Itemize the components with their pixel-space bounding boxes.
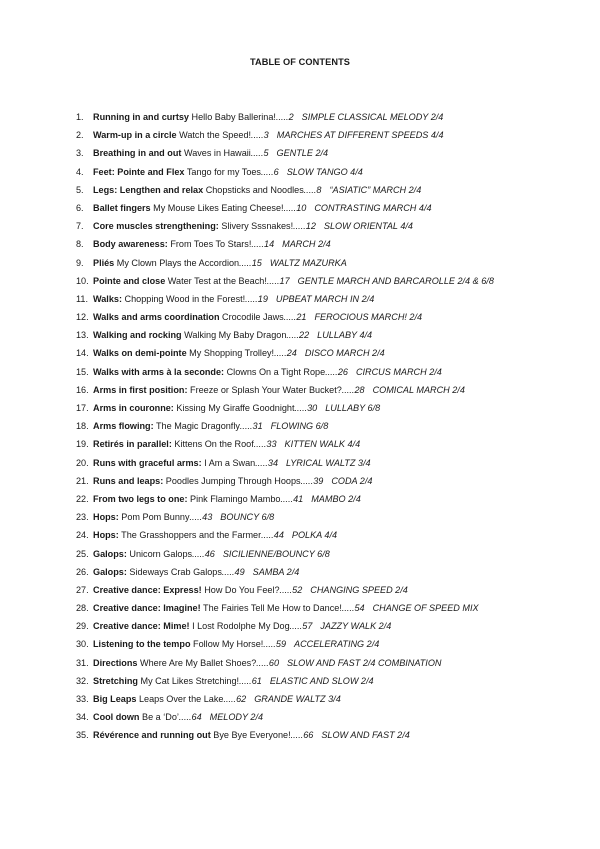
- entry-number: 29.: [76, 621, 89, 632]
- entry-heading: Breathing in and out: [93, 148, 182, 159]
- entry-page-number: .....54: [341, 603, 365, 614]
- entry-number: 26.: [76, 566, 89, 577]
- entry-page-number: .....14: [251, 239, 275, 250]
- entry-number: 10.: [76, 275, 89, 286]
- entry-number: 5.: [76, 184, 84, 195]
- entry-heading: Pointe and close: [93, 275, 166, 286]
- entry-music-style: GENTLE 2/4: [276, 148, 329, 159]
- entry-music-style: POLKA 4/4: [291, 530, 338, 541]
- toc-entry: [76, 475, 586, 493]
- entry-music-style: SICILIENNE/BOUNCY 6/8: [222, 548, 330, 559]
- toc-entry: [76, 111, 586, 129]
- entry-page-number: .....57: [289, 621, 313, 632]
- entry-heading: Walks and arms coordination: [93, 312, 220, 323]
- entry-page-number: .....44: [261, 530, 284, 541]
- entry-number: 16.: [76, 384, 89, 395]
- entry-song-title: Hello Baby Ballerina!: [191, 112, 276, 122]
- entry-heading: Arms flowing:: [93, 421, 154, 432]
- entry-heading: Walking and rocking: [93, 330, 182, 341]
- entry-number: 30.: [76, 639, 89, 650]
- toc-entry: [76, 602, 586, 620]
- toc-entry: [76, 238, 586, 256]
- entry-page-number: .....8: [303, 184, 322, 195]
- entry-number: 34.: [76, 712, 89, 723]
- entry-song-title: Kittens On the Roof: [174, 439, 254, 450]
- entry-song-title: Leaps Over the Lake: [139, 694, 224, 704]
- entry-heading: Hops:: [93, 512, 119, 523]
- entry-song-title: The Fairies Tell Me How to Dance!: [203, 603, 342, 614]
- entry-song-title: Crocodile Jaws: [222, 312, 284, 323]
- toc-entry: [76, 166, 586, 184]
- toc-entry: [76, 257, 586, 275]
- entry-number: 31.: [76, 657, 89, 668]
- entry-number: 27.: [76, 584, 89, 595]
- entry-page-number: .....21: [283, 312, 307, 323]
- entry-heading: Arms in first position:: [93, 384, 188, 395]
- entry-music-style: SLOW AND FAST 2/4 COMBINATION: [287, 657, 442, 668]
- entry-number: 1.: [76, 112, 84, 122]
- entry-song-title: Where Are My Ballet Shoes?: [140, 657, 257, 668]
- entry-music-style: SIMPLE CLASSICAL MELODY 2/4: [301, 112, 444, 122]
- entry-music-style: FEROCIOUS MARCH! 2/4: [314, 312, 423, 323]
- entry-song-title: Water Test at the Beach!: [167, 275, 267, 286]
- entry-page-number: .....31: [239, 421, 263, 432]
- toc-entry: [76, 566, 586, 584]
- toc-entry: [76, 366, 586, 384]
- entry-song-title: From Toes To Stars!: [170, 239, 252, 250]
- entry-number: 8.: [76, 239, 84, 250]
- toc-entry: [76, 438, 586, 456]
- entry-music-style: GRANDE WALTZ 3/4: [254, 694, 341, 704]
- toc-entry: [76, 275, 586, 293]
- entry-song-title: Be a ‘Do’: [142, 712, 179, 723]
- entry-page-number: .....34: [255, 457, 278, 468]
- entry-music-style: SLOW ORIENTAL 4/4: [323, 221, 413, 232]
- entry-page-number: .....19: [245, 293, 268, 304]
- entry-number: 21.: [76, 475, 89, 486]
- entry-song-title: Waves in Hawaii: [183, 148, 251, 159]
- entry-music-style: CHANGING SPEED 2/4: [310, 584, 408, 595]
- entry-music-style: SLOW AND FAST 2/4: [321, 730, 410, 741]
- entry-number: 19.: [76, 439, 89, 450]
- entry-number: 32.: [76, 675, 89, 686]
- entry-song-title: Unicorn Galops: [129, 548, 193, 559]
- entry-music-style: CODA 2/4: [331, 475, 373, 486]
- toc-entry: [76, 420, 586, 438]
- toc-entry: [76, 548, 586, 566]
- entry-number: 20.: [76, 457, 89, 468]
- entry-music-style: CIRCUS MARCH 2/4: [355, 366, 442, 377]
- entry-song-title: The Magic Dragonfly: [156, 421, 240, 432]
- entry-page-number: .....3: [251, 130, 269, 141]
- toc-entry: [76, 184, 586, 202]
- entry-heading: Legs: Lengthen and relax: [93, 184, 204, 195]
- entry-song-title: Slivery Sssnakes!: [221, 221, 294, 232]
- entry-heading: Révérence and running out: [93, 730, 211, 741]
- entry-heading: From two legs to one:: [93, 493, 188, 504]
- entry-page-number: .....60: [256, 657, 280, 668]
- entry-number: 12.: [76, 312, 89, 323]
- entry-song-title: Chopping Wood in the Forest!: [124, 293, 246, 304]
- entry-music-style: “ASIATIC” MARCH 2/4: [329, 184, 422, 195]
- entry-music-style: CONTRASTING MARCH 4/4: [314, 202, 432, 213]
- toc-entry: [76, 311, 586, 329]
- entry-heading: Hops:: [93, 530, 119, 541]
- entry-heading: Galops:: [93, 566, 127, 577]
- toc-entry: [76, 202, 586, 220]
- entry-music-style: CHANGE OF SPEED MIX: [372, 603, 479, 614]
- entry-heading: Arms in couronne:: [93, 403, 174, 413]
- entry-heading: Pliés: [93, 257, 115, 268]
- page-title: TABLE OF CONTENTS: [249, 57, 351, 67]
- entry-song-title: Sideways Crab Galops: [129, 566, 222, 577]
- entry-song-title: Clowns On a Tight Rope: [226, 366, 326, 377]
- entry-song-title: Tango for my Toes: [186, 166, 261, 177]
- entry-page-number: .....24: [274, 348, 297, 359]
- entry-song-title: How Do You Feel?: [204, 584, 280, 595]
- entry-song-title: Pom Pom Bunny: [121, 512, 190, 523]
- entry-music-style: MARCH 2/4: [282, 239, 331, 250]
- entry-song-title: The Grasshoppers and the Farmer: [121, 530, 262, 541]
- entry-number: 3.: [76, 148, 84, 159]
- entry-music-style: WALTZ MAZURKA: [269, 257, 347, 268]
- entry-music-style: MARCHES AT DIFFERENT SPEEDS 4/4: [276, 130, 444, 141]
- entry-heading: Feet: Pointe and Flex: [93, 166, 185, 177]
- entry-music-style: SAMBA 2/4: [252, 566, 300, 577]
- table-of-contents: [76, 111, 586, 748]
- entry-number: 24.: [76, 530, 89, 541]
- toc-entry: [76, 638, 586, 656]
- entry-page-number: .....49: [221, 566, 245, 577]
- entry-page-number: .....64: [178, 712, 202, 723]
- toc-entry: [76, 293, 586, 311]
- toc-entry: [76, 657, 586, 675]
- entry-heading: Walks on demi-pointe: [93, 348, 187, 359]
- entry-heading: Cool down: [93, 712, 140, 723]
- entry-heading: Walks with arms à la seconde:: [93, 366, 225, 377]
- entry-music-style: GENTLE MARCH AND BARCAROLLE 2/4 & 6/8: [297, 275, 494, 286]
- entry-page-number: .....10: [283, 202, 307, 213]
- entry-music-style: LYRICAL WALTZ 3/4: [286, 457, 371, 468]
- entry-page-number: .....61: [239, 675, 262, 686]
- entry-number: 13.: [76, 330, 89, 341]
- entry-page-number: .....30: [294, 403, 318, 413]
- toc-entry: [76, 347, 586, 365]
- entry-music-style: LULLABY 6/8: [325, 403, 381, 413]
- entry-heading: Body awareness:: [93, 239, 168, 250]
- entry-music-style: SLOW TANGO 4/4: [286, 166, 363, 177]
- entry-number: 25.: [76, 548, 89, 559]
- entry-song-title: My Shopping Trolley!: [189, 348, 275, 359]
- entry-heading: Warm-up in a circle: [93, 130, 177, 141]
- toc-entry: [76, 693, 586, 711]
- entry-number: 22.: [76, 493, 89, 504]
- entry-song-title: Follow My Horse!: [193, 639, 264, 650]
- entry-music-style: COMICAL MARCH 2/4: [372, 384, 465, 395]
- entry-page-number: .....26: [325, 366, 348, 377]
- entry-page-number: .....39: [300, 475, 324, 486]
- entry-page-number: .....2: [275, 112, 294, 122]
- entry-song-title: My Mouse Likes Eating Cheese!: [153, 202, 284, 213]
- entry-number: 7.: [76, 221, 84, 232]
- toc-entry: [76, 584, 586, 602]
- entry-music-style: KITTEN WALK 4/4: [284, 439, 361, 450]
- entry-music-style: DISCO MARCH 2/4: [304, 348, 385, 359]
- toc-entry: [76, 220, 586, 238]
- entry-number: 28.: [76, 603, 89, 614]
- entry-number: 15.: [76, 366, 89, 377]
- entry-heading: Retirés in parallel:: [93, 439, 172, 450]
- entry-song-title: Bye Bye Everyone!: [213, 730, 291, 741]
- entry-heading: Walks:: [93, 293, 122, 304]
- entry-page-number: .....6: [260, 166, 279, 177]
- entry-page-number: .....59: [263, 639, 287, 650]
- entry-page-number: .....43: [189, 512, 213, 523]
- entry-number: 35.: [76, 730, 89, 741]
- toc-entry: [76, 529, 586, 547]
- toc-entry: [76, 384, 586, 402]
- entry-heading: Ballet fingers: [93, 202, 151, 213]
- entry-music-style: ACCELERATING 2/4: [294, 639, 380, 650]
- entry-music-style: JAZZY WALK 2/4: [320, 621, 392, 632]
- entry-heading: Runs with graceful arms:: [93, 457, 202, 468]
- entry-music-style: ELASTIC AND SLOW 2/4: [269, 675, 374, 686]
- entry-music-style: MAMBO 2/4: [311, 493, 361, 504]
- entry-page-number: .....15: [239, 257, 262, 268]
- entry-song-title: I Lost Rodolphe My Dog: [192, 621, 290, 632]
- entry-song-title: I Am a Swan: [204, 457, 256, 468]
- toc-entry: [76, 729, 586, 747]
- entry-heading: Directions: [93, 657, 138, 668]
- entry-music-style: FLOWING 6/8: [270, 421, 329, 432]
- entry-number: 14.: [76, 348, 89, 359]
- entry-song-title: My Clown Plays the Accordion: [116, 257, 240, 268]
- entry-heading: Stretching: [93, 675, 138, 686]
- toc-entry: [76, 675, 586, 693]
- entry-page-number: .....5: [250, 148, 269, 159]
- entry-heading: Galops:: [93, 548, 127, 559]
- entry-heading: Creative dance: Imagine!: [93, 603, 201, 614]
- entry-heading: Running in and curtsy: [93, 112, 189, 122]
- entry-number: 17.: [76, 403, 89, 413]
- entry-heading: Creative dance: Mime!: [93, 621, 190, 632]
- entry-number: 9.: [76, 257, 84, 268]
- entry-page-number: .....41: [280, 493, 304, 504]
- entry-number: 18.: [76, 421, 89, 432]
- entry-number: 2.: [76, 130, 84, 141]
- entry-song-title: Poodles Jumping Through Hoops: [165, 475, 301, 486]
- entry-page-number: .....46: [192, 548, 215, 559]
- entry-music-style: BOUNCY 6/8: [220, 512, 275, 523]
- entry-heading: Runs and leaps:: [93, 475, 164, 486]
- entry-page-number: .....22: [286, 330, 310, 341]
- entry-heading: Big Leaps: [93, 694, 137, 704]
- toc-entry: [76, 620, 586, 638]
- toc-entry: [76, 457, 586, 475]
- toc-entry: [76, 511, 586, 529]
- entry-song-title: Walking My Baby Dragon: [184, 330, 287, 341]
- entry-number: 4.: [76, 166, 84, 177]
- entry-page-number: .....17: [266, 275, 290, 286]
- entry-song-title: Watch the Speed!: [179, 130, 252, 141]
- entry-song-title: Pink Flamingo Mambo: [190, 493, 281, 504]
- toc-entry: [76, 129, 586, 147]
- entry-page-number: .....52: [279, 584, 303, 595]
- toc-entry: [76, 329, 586, 347]
- toc-entry: [76, 147, 586, 165]
- entry-music-style: MELODY 2/4: [209, 712, 264, 723]
- entry-heading: Core muscles strengthening:: [93, 221, 219, 232]
- entry-page-number: .....62: [223, 694, 247, 704]
- entry-song-title: Freeze or Splash Your Water Bucket?: [190, 384, 342, 395]
- entry-heading: Listening to the tempo: [93, 639, 191, 650]
- entry-music-style: UPBEAT MARCH IN 2/4: [275, 293, 375, 304]
- toc-entry: [76, 711, 586, 729]
- entry-music-style: LULLABY 4/4: [317, 330, 373, 341]
- entry-heading: Creative dance: Express!: [93, 584, 202, 595]
- entry-song-title: My Cat Likes Stretching!: [140, 675, 240, 686]
- toc-entry: [76, 402, 586, 420]
- entry-number: 6.: [76, 202, 84, 213]
- entry-page-number: .....12: [293, 221, 316, 232]
- entry-number: 23.: [76, 512, 89, 523]
- toc-entry: [76, 493, 586, 511]
- entry-page-number: .....28: [341, 384, 365, 395]
- entry-number: 33.: [76, 694, 89, 704]
- entry-page-number: .....33: [253, 439, 277, 450]
- entry-song-title: Chopsticks and Noodles: [205, 184, 304, 195]
- entry-number: 11.: [76, 293, 88, 304]
- entry-song-title: Kissing My Giraffe Goodnight: [176, 403, 295, 413]
- entry-page-number: .....66: [290, 730, 314, 741]
